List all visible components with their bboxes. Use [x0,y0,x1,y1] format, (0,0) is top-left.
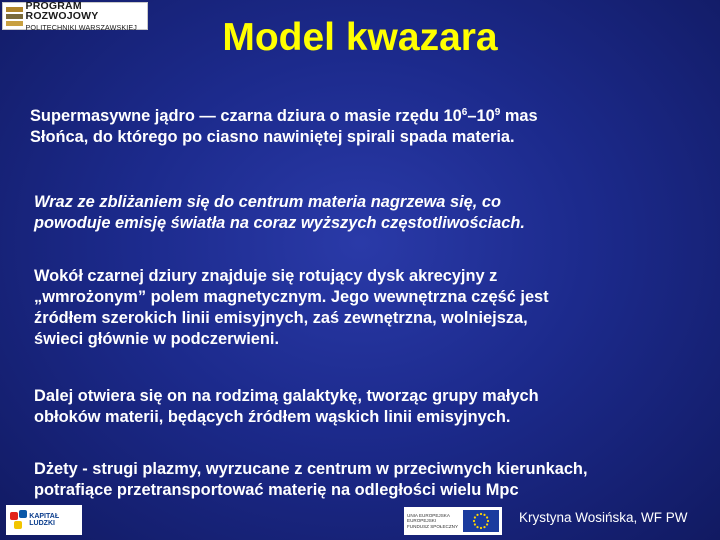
kapital-ludzki-label: KAPITAŁ LUDZKI [29,513,60,527]
author-credit: Krystyna Wosińska, WF PW [519,510,688,525]
eu-logo [404,507,502,535]
paragraph-line: Wraz ze zbliżaniem się do centrum materia nagrzewa się, co [34,193,501,211]
superscript: 9 [494,107,501,118]
paragraph-line: obłoków materii, będących źródłem wąskich linii emisyjnych. [34,408,511,426]
paragraph-line: źródłem szerokich linii emisyjnych, zaś zewnętrzna, wolniejsza, [34,309,528,327]
paragraph-host-galaxy [34,386,539,428]
kapital-ludzki-logo [6,505,82,535]
paragraph-line: Słońca, do którego po ciasno nawiniętej spirali spada materia. [30,128,515,146]
paragraph-line: Dalej otwiera się on na rodzimą galaktykę, tworząc grupy małych [34,387,539,405]
superscript: 6 [461,107,468,118]
kapital-ludzki-icon [10,510,25,530]
eu-flag-icon [463,510,499,532]
paragraph-line: mas [500,107,538,125]
paragraph-line: potrafiące przetransportować materię na odległości wielu Mpc [34,481,519,499]
paragraph-line: powoduje emisję światła na coraz wyższych częstotliwościach. [34,214,525,232]
program-logo-line1: PROGRAM ROZWOJOWY [25,0,99,23]
paragraph-line: Dżety - strugi plazmy, wyrzucane z centrum w przeciwnych kierunkach, [34,460,588,478]
paragraph-jets [34,459,588,501]
paragraph-accretion-disk [34,266,549,350]
slide-title: Model kwazara [222,16,498,59]
paragraph-line: –10 [467,107,495,125]
paragraph-line: Wokół czarnej dziury znajduje się rotujący dysk akrecyjny z [34,267,498,285]
program-logo-line2: POLITECHNIKI WARSZAWSKIEJ [25,22,137,32]
paragraph-line: świeci głównie w podczerwieni. [34,330,280,348]
paragraph-line: „wmrożonym” polem magnetycznym. Jego wewnętrzna część jest [34,288,549,306]
paragraph-heating [34,192,525,234]
paragraph-line: Supermasywne jądro — czarna dziura o masie rzędu 10 [30,107,462,125]
eu-logo-label: UNIA EUROPEJSKA EUROPEJSKI FUNDUSZ SPOŁECZNY [407,513,459,529]
paragraph-supermassive-core [30,106,538,148]
